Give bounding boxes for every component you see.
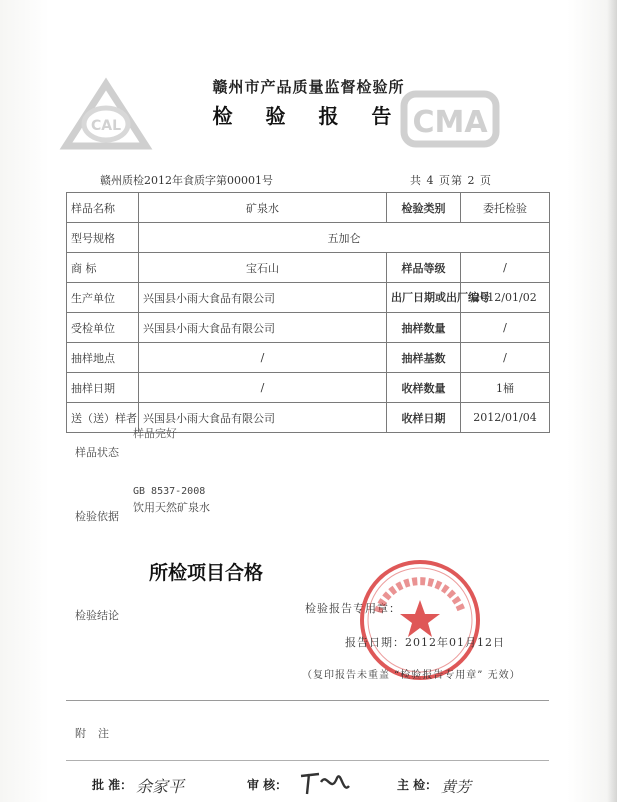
- approve-signature: [134, 770, 204, 798]
- received-qty-label: 收样数量: [387, 373, 461, 403]
- sample-date-value: /: [139, 373, 387, 403]
- inspect-label: 主 检：: [397, 778, 438, 792]
- report-number: 赣州质检2012年食质字第00001号: [100, 174, 273, 187]
- sample-date-label: 抽样日期: [67, 373, 139, 403]
- sender-label: 送（送）样者: [67, 403, 139, 433]
- sample-qty-value: /: [461, 313, 550, 343]
- inspect-signature-text: 黄芳: [441, 778, 472, 796]
- basis-label: 检验依据: [75, 510, 119, 523]
- prod-date-value: 2012/01/02: [461, 283, 550, 313]
- received-qty-value: 1桶: [461, 373, 550, 403]
- page-edge-shadow: [607, 0, 617, 802]
- table-row: [67, 313, 550, 343]
- review-signature: [297, 764, 357, 800]
- sample-base-value: /: [461, 343, 550, 373]
- inspected-unit-value: 兴国县小雨大食品有限公司: [139, 313, 387, 343]
- seal-label: 检验报告专用章：: [305, 602, 401, 615]
- report-date: 报告日期：2012年01月12日: [345, 636, 505, 649]
- review-label: 审 核：: [247, 778, 288, 792]
- report-table: [66, 192, 550, 433]
- divider: [66, 760, 549, 761]
- grade-value: /: [461, 253, 550, 283]
- conclusion-label: 检验结论: [75, 609, 119, 622]
- received-date-label: 收样日期: [387, 403, 461, 433]
- copy-note: （复印报告未重盖 “检验报告专用章” 无效）: [302, 670, 521, 681]
- producer-value: 兴国县小雨大食品有限公司: [139, 283, 387, 313]
- sample-place-label: 抽样地点: [67, 343, 139, 373]
- grade-label: 样品等级: [387, 253, 461, 283]
- producer-label: 生产单位: [67, 283, 139, 313]
- approve-label: 批 准：: [92, 778, 133, 792]
- sample-qty-label: 抽样数量: [387, 313, 461, 343]
- page-count: 共 4 页第 2 页: [410, 174, 492, 187]
- basis-standard: GB 8537-2008: [133, 486, 206, 497]
- verdict-text: 所检项目合格: [149, 562, 264, 584]
- table-row: [67, 253, 550, 283]
- sample-base-label: 抽样基数: [387, 343, 461, 373]
- model-label: 型号规格: [67, 223, 139, 253]
- prod-date-label: 出厂日期或出厂编号: [387, 283, 461, 313]
- table-row: [67, 343, 550, 373]
- inspection-type-value: 委托检验: [461, 193, 550, 223]
- sample-state-value: 样品完好: [133, 427, 177, 440]
- approve-signature-text: 余家平: [136, 777, 185, 796]
- sender-value: 兴国县小雨大食品有限公司: [139, 403, 387, 433]
- sample-state-label: 样品状态: [75, 446, 119, 459]
- table-row: [67, 193, 550, 223]
- basis-standard-name: 饮用天然矿泉水: [133, 501, 210, 514]
- brand-value: 宝石山: [139, 253, 387, 283]
- brand-label: 商 标: [67, 253, 139, 283]
- report-title: 检 验 报 告: [212, 104, 405, 128]
- model-value: 五加仑: [139, 223, 550, 253]
- inspected-unit-label: 受检单位: [67, 313, 139, 343]
- table-row: [67, 283, 550, 313]
- sample-name-label: 样品名称: [67, 193, 139, 223]
- sample-name-value: 矿泉水: [139, 193, 387, 223]
- inspect-signature: [439, 772, 489, 800]
- received-date-value: 2012/01/04: [461, 403, 550, 433]
- sample-place-value: /: [139, 343, 387, 373]
- cal-emblem-text: CAL: [90, 118, 122, 134]
- official-seal: [356, 556, 484, 684]
- table-row: [67, 373, 550, 403]
- divider: [66, 700, 549, 701]
- table-row: [67, 223, 550, 253]
- institute-name: 赣州市产品质量监督检验所: [212, 78, 405, 96]
- cma-emblem-text: CMA: [412, 105, 488, 140]
- remark-label: 附注: [75, 727, 121, 740]
- inspection-type-label: 检验类别: [387, 193, 461, 223]
